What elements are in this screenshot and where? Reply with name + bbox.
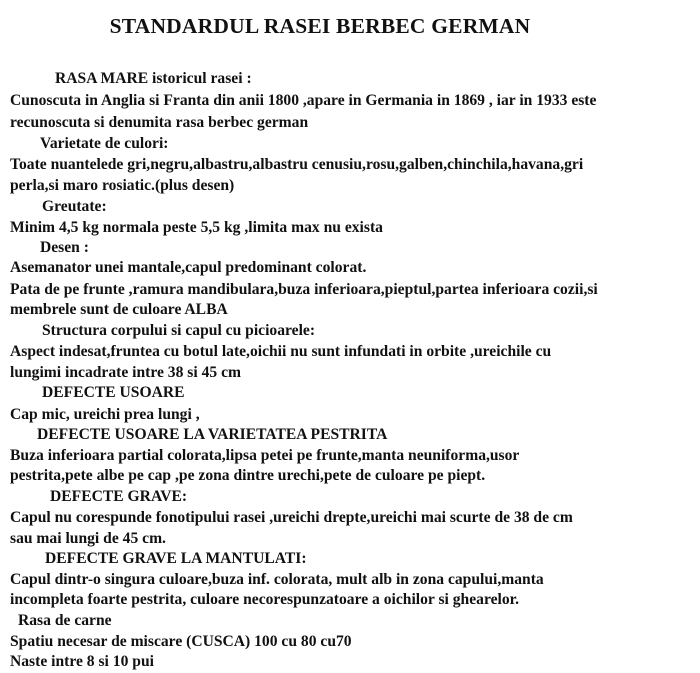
section-heading-minor-defects-spotted: DEFECTE USOARE LA VARIETATEA PESTRITA — [37, 426, 388, 443]
section-heading-major-defects-mantled: DEFECTE GRAVE LA MANTULATI: — [45, 550, 307, 567]
text-line: Naste intre 8 si 10 pui — [10, 653, 154, 670]
text-line: Asemanator unei mantale,capul predominant colorat. — [10, 259, 367, 276]
text-line: recunoscuta si denumita rasa berbec german — [10, 114, 309, 131]
text-line: Cunoscuta in Anglia si Franta din anii 1800 ,apare in Germania in 1869 , iar in 1933 este — [10, 92, 597, 109]
section-heading-weight: Greutate: — [42, 198, 107, 215]
section-heading-history: RASA MARE istoricul rasei : — [55, 70, 252, 87]
section-heading-colors: Varietate de culori: — [40, 135, 169, 152]
section-heading-meat-breed: Rasa de carne — [18, 612, 112, 629]
text-line: Aspect indesat,fruntea cu botul late,oichii nu sunt infundati in orbite ,ureichile cu — [10, 343, 552, 360]
document-title: STANDARDUL RASEI BERBEC GERMAN — [109, 14, 531, 38]
section-heading-pattern: Desen : — [40, 239, 89, 256]
section-heading-minor-defects: DEFECTE USOARE — [42, 384, 185, 401]
text-line: Buza inferioara partial colorata,lipsa petei pe frunte,manta neuniforma,usor — [10, 447, 520, 464]
text-line: Spatiu necesar de miscare (CUSCA) 100 cu 80 cu70 — [10, 633, 352, 650]
text-line: lungimi incadrate intre 38 si 45 cm — [10, 364, 242, 381]
text-line: pestrita,pete albe pe cap ,pe zona dintre urechi,pete de culoare pe piept. — [10, 467, 486, 484]
text-line: Pata de pe frunte ,ramura mandibulara,buza inferioara,pieptul,partea inferioara cozii,si — [10, 281, 598, 298]
text-line: Minim 4,5 kg normala peste 5,5 kg ,limita max nu exista — [10, 219, 383, 236]
section-heading-body-structure: Structura corpului si capul cu picioarele: — [42, 322, 316, 339]
text-line: Cap mic, ureichi prea lungi , — [10, 406, 200, 423]
text-line: incompleta foarte pestrita, culoare necorespunzatoare a oichilor si ghearelor. — [10, 591, 520, 608]
section-heading-major-defects: DEFECTE GRAVE: — [50, 488, 188, 505]
text-line: Capul nu corespunde fonotipului rasei ,ureichi drepte,ureichi mai scurte de 38 de cm — [10, 509, 573, 526]
text-line: membrele sunt de culoare ALBA — [10, 301, 228, 318]
text-line: Toate nuantelede gri,negru,albastru,albastru cenusiu,rosu,galben,chinchila,havana,gri — [10, 156, 584, 173]
text-line: perla,si maro rosiatic.(plus desen) — [10, 177, 235, 194]
text-line: Capul dintr-o singura culoare,buza inf. colorata, mult alb in zona capului,manta — [10, 571, 544, 588]
text-line: sau mai lungi de 45 cm. — [10, 530, 166, 547]
